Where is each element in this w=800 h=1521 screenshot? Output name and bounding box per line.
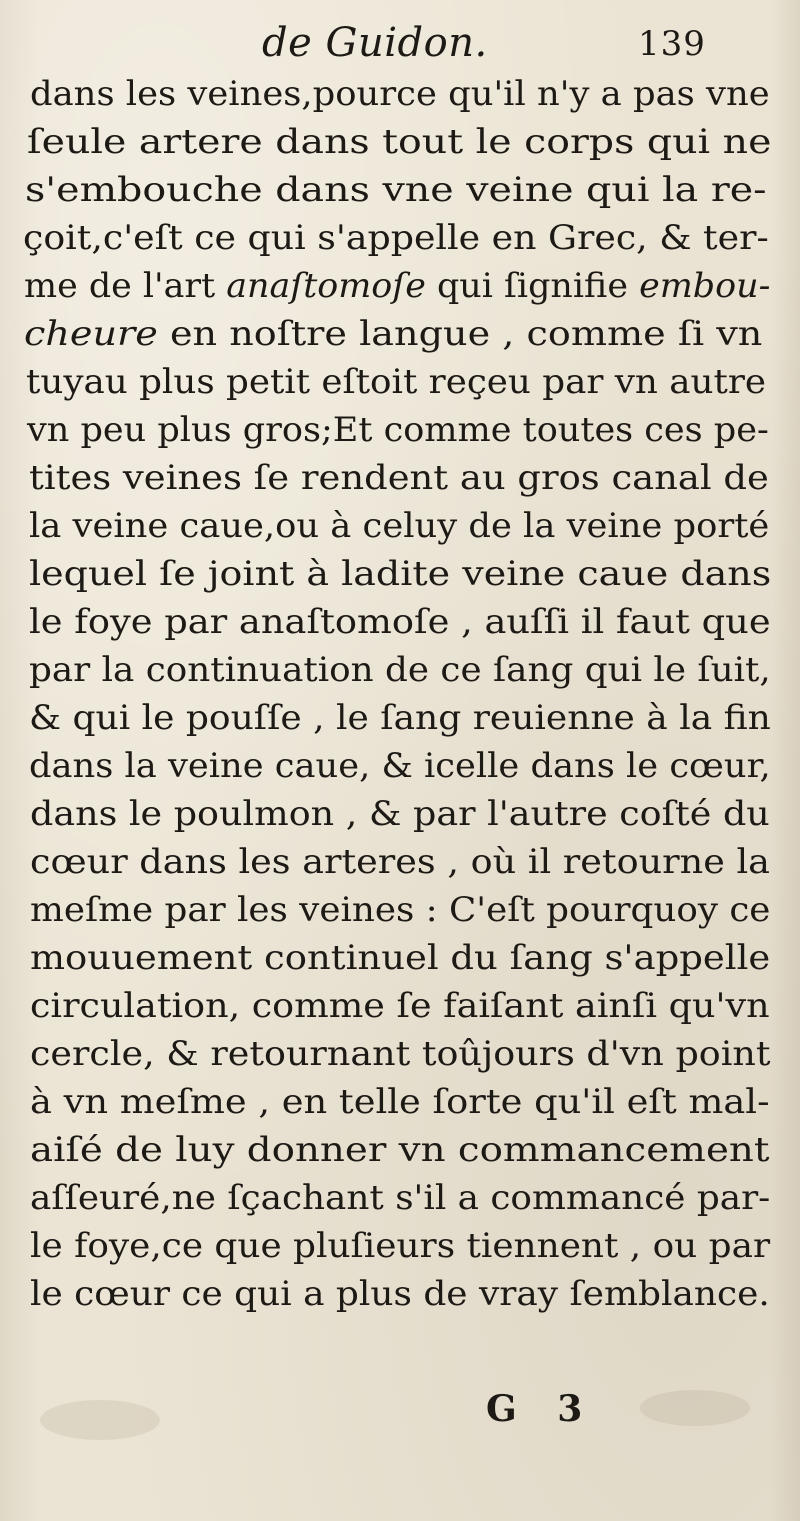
text-line: dans les veines,pource qu'il n'y a pas vne	[30, 74, 770, 114]
text-line: ſeule artere dans tout le corps qui ne	[27, 122, 772, 162]
text-line: le foye par anaſtomoſe , auſſi il faut que	[29, 602, 771, 642]
text-line: s'embouche dans vne veine qui la re-	[25, 170, 767, 210]
text-line: lequel ſe joint à ladite veine caue dans	[29, 554, 772, 594]
text-line: me de l'art anaſtomoſe qui ſignifie embou-	[24, 266, 771, 306]
text-line: la veine caue,ou à celuy de la veine porté	[29, 506, 770, 546]
text-line: aiſé de luy donner vn commancement	[30, 1130, 770, 1170]
text-line: cercle, & retournant toûjours d'vn point	[30, 1034, 771, 1074]
text-line: vn peu plus gros;Et comme toutes ces pe-	[27, 410, 769, 450]
text-line: meſme par les veines : C'eſt pourquoy ce	[30, 890, 771, 930]
text-line: dans le poulmon , & par l'autre coſté du	[30, 794, 770, 834]
text-line: par la continuation de ce ſang qui le ſuit,	[29, 650, 771, 690]
text-line: à vn meſme , en telle ſorte qu'il eſt mal-	[30, 1082, 770, 1122]
text-line: le cœur ce qui a plus de vray ſemblance.	[30, 1274, 770, 1314]
text-line: le foye,ce que pluſieurs tiennent , ou par	[30, 1226, 771, 1266]
text-line: dans la veine caue, & icelle dans le cœur,	[29, 746, 771, 786]
signature-mark: G 3	[486, 1388, 597, 1430]
text-line: tites veines ſe rendent au gros canal de	[29, 458, 769, 498]
text-line: tuyau plus petit eſtoit reçeu par vn autre	[26, 362, 767, 402]
text-line: mouuement continuel du ſang s'appelle	[30, 938, 771, 978]
page-number: 139	[638, 24, 706, 64]
paper-stain	[40, 1400, 160, 1440]
text-line: aſſeuré,ne ſçachant s'il a commancé par-	[30, 1178, 771, 1218]
page-header	[0, 18, 800, 74]
text-line: circulation, comme ſe faiſant ainſi qu'vn	[30, 986, 770, 1026]
text-line: cœur dans les arteres , où il retourne la	[30, 842, 770, 882]
text-line: çoit,c'eſt ce qui s'appelle en Grec, & ter-	[23, 218, 769, 258]
running-head: de Guidon.	[262, 20, 488, 66]
text-line: cheure en noſtre langue , comme ſi vn	[24, 314, 763, 354]
text-line: & qui le pouſſe , le ſang reuienne à la fin	[29, 698, 771, 738]
paper-stain	[640, 1390, 750, 1426]
